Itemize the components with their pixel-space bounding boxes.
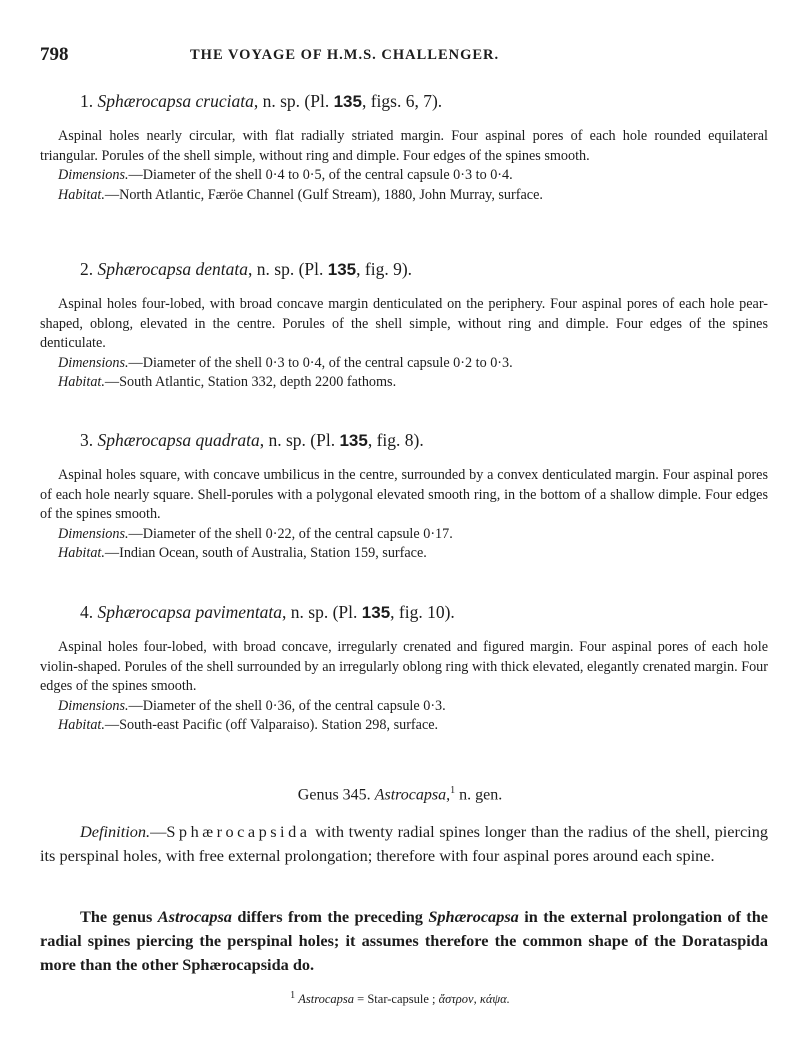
species-number: 3. — [80, 430, 94, 450]
habitat-label: Habitat. — [58, 545, 105, 561]
species-title — [80, 90, 768, 113]
species-entry-4 — [40, 601, 768, 736]
discussion-text: differs from the preceding — [231, 907, 429, 926]
species-name: Sphærocapsa cruciata — [97, 91, 254, 111]
discussion-compared-genus: Sphærocapsa — [428, 907, 519, 926]
dimensions-text: —Diameter of the shell 0·3 to 0·4, of the central capsule 0·2 to 0·3. — [128, 354, 513, 371]
plate-number: 135 — [333, 92, 362, 111]
footnote — [0, 990, 800, 1007]
dimensions-text: —Diameter of the shell 0·22, of the central capsule 0·17. — [128, 525, 453, 542]
dimensions-label: Dimensions. — [58, 167, 129, 183]
page-number: 798 — [40, 44, 69, 65]
dimensions-label: Dimensions. — [58, 525, 129, 542]
dimensions-label: Dimensions. — [58, 354, 129, 371]
figure-reference: , fig. 8). — [367, 430, 424, 450]
species-entry-3 — [40, 429, 768, 564]
definition-dash: — — [150, 822, 167, 841]
figure-reference: , fig. 9). — [356, 259, 413, 279]
footnote-marker: 1 — [450, 785, 456, 796]
species-designation: , n. sp. (Pl. — [248, 259, 328, 279]
plate-number: 135 — [327, 260, 357, 279]
dimensions-line — [58, 354, 768, 374]
dimensions-label: Dimensions. — [58, 697, 129, 714]
habitat-line — [58, 186, 768, 206]
genus-definition — [40, 820, 768, 868]
dimensions-line — [58, 166, 768, 186]
discussion-genus-name: Astrocapsa — [157, 907, 232, 926]
definition-label: Definition. — [80, 822, 151, 841]
habitat-text: —South Atlantic, Station 332, depth 2200 fathoms. — [104, 374, 397, 390]
species-designation: , n. sp. (Pl. — [253, 91, 334, 111]
page-header — [40, 44, 760, 70]
species-number: 4. — [80, 602, 94, 622]
species-number: 2. — [80, 259, 94, 279]
running-title: THE VOYAGE OF H.M.S. CHALLENGER. — [190, 47, 500, 63]
species-name: Sphærocapsa quadrata — [97, 430, 260, 450]
genus-suffix: n. gen. — [455, 786, 503, 804]
dimensions-line — [58, 525, 768, 545]
habitat-text: —North Atlantic, Færöe Channel (Gulf Stream), 1880, John Murray, surface. — [104, 186, 543, 203]
habitat-text: —South-east Pacific (off Valparaiso). Station 298, surface. — [104, 717, 439, 733]
footnote-term: Astrocapsa — [298, 992, 355, 1007]
species-designation: , n. sp. (Pl. — [282, 602, 362, 622]
dimensions-line — [58, 697, 768, 717]
species-title — [80, 258, 768, 281]
footnote-greek: ἄστρον, κάψα. — [438, 992, 510, 1007]
discussion-text: in the external prolongation of the radial spines piercing the perspinal holes; it assumes therefore the common shape of the Dorataspida more than the other Sphærocapsida do. — [40, 907, 768, 974]
habitat-label: Habitat. — [58, 717, 105, 733]
habitat-label: Habitat. — [58, 186, 105, 203]
species-entry-2 — [40, 258, 768, 393]
species-description: Aspinal holes four-lobed, with broad concave, irregularly crenated and figured margin. Four aspinal pores of each hole violin-shaped. Porules of the shell surrounded by an irregularly oblong ring with thick elevated, elegantly crenated margin. Four edges of the spines smooth. — [40, 639, 768, 694]
species-title — [80, 429, 768, 452]
plate-number: 135 — [339, 431, 368, 450]
genus-name: Astrocapsa — [374, 786, 447, 804]
plate-number: 135 — [361, 603, 391, 622]
habitat-line — [58, 544, 768, 564]
footnote-marker: 1 — [290, 990, 296, 1001]
definition-spaced-word: Sphærocapsida — [166, 822, 311, 841]
genus-heading: Genus 345. Astrocapsa,$^1$ n. gen. — [297, 785, 503, 804]
figure-reference: , figs. 6, 7). — [361, 91, 443, 111]
species-name: Sphærocapsa pavimentata — [97, 602, 283, 622]
definition-text: with twenty radial spines longer than the radius of the shell, piercing its perspinal holes, with free external prolongation; therefore with four aspinal pores around each spine. — [40, 822, 768, 865]
habitat-label: Habitat. — [58, 374, 105, 390]
species-designation: , n. sp. (Pl. — [259, 430, 340, 450]
species-number: 1. — [80, 91, 94, 111]
dimensions-text: —Diameter of the shell 0·36, of the central capsule 0·3. — [128, 697, 446, 714]
species-entry-1 — [40, 90, 768, 205]
genus-prefix: Genus 345. — [297, 786, 375, 804]
discussion-text: The genus — [80, 907, 158, 926]
habitat-text: —Indian Ocean, south of Australia, Station 159, surface. — [104, 545, 427, 561]
species-description: Aspinal holes four-lobed, with broad concave margin denticulated on the periphery. Four aspinal pores of each hole pear-shaped, oblong, elevated in the centre. Porules of the shell simple, without ring and dimple. Four edges of the spines denticulate. — [40, 296, 768, 351]
figure-reference: , fig. 10). — [390, 602, 455, 622]
dimensions-text: —Diameter of the shell 0·4 to 0·5, of the central capsule 0·3 to 0·4. — [128, 167, 513, 183]
genus-discussion — [40, 905, 768, 977]
species-description: Aspinal holes square, with concave umbilicus in the centre, surrounded by a convex denticulated margin. Four aspinal pores of each hole nearly square. Shell-porules with a polygonal elevated smooth ring, in the bottom of a shallow dimple. Four edges of the spines smooth. — [40, 467, 768, 522]
species-title — [80, 601, 768, 624]
habitat-line — [58, 716, 768, 736]
footnote-text: = Star-capsule ; — [354, 992, 439, 1007]
species-description: Aspinal holes nearly circular, with flat radially striated margin. Four aspinal pores of each hole rounded equilateral triangular. Porules of the shell simple, without ring and dimple. Four edges of the spines smooth. — [40, 128, 768, 164]
species-name: Sphærocapsa dentata — [97, 259, 249, 279]
habitat-line — [58, 373, 768, 393]
